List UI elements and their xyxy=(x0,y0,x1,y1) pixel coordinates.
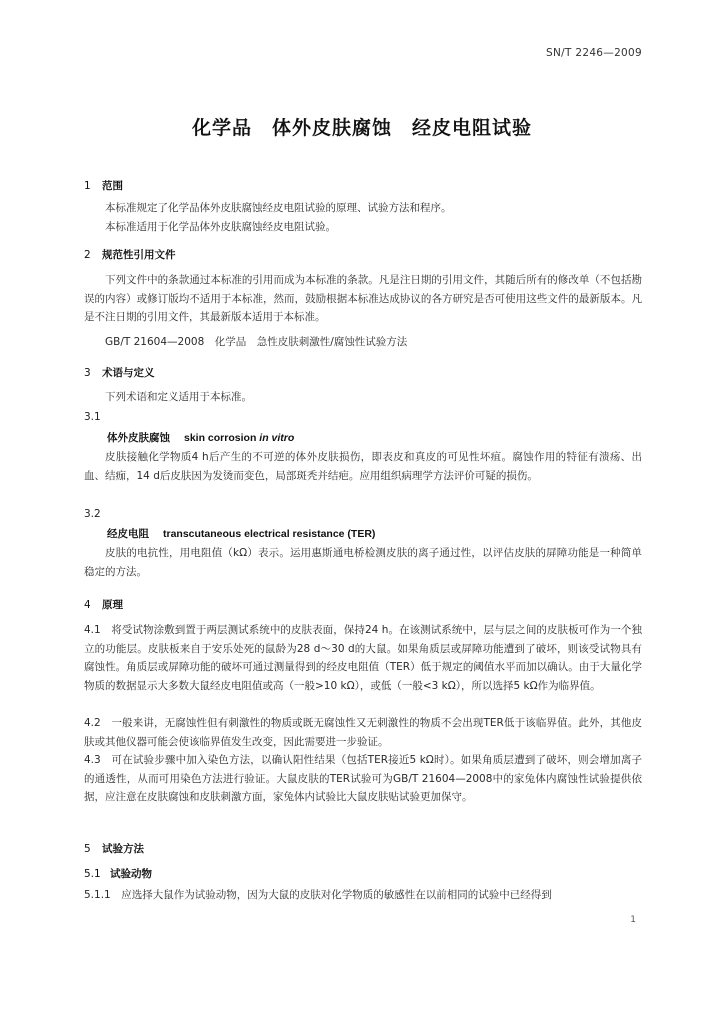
section-4-heading xyxy=(84,597,123,612)
clause-title: 试验动物 xyxy=(110,868,152,880)
term-chinese: 经皮电阻 xyxy=(107,528,149,540)
clause-4-1: 4.1 将受试物涂敷到置于两层测试系统中的皮肤表面，保持24 h。在该测试系统中，层与层之间的皮肤板可作为一个独立的功能层。皮肤板来自于安乐处死的鼠龄为28 d～30 d的大鼠。如果角质层或屏障功能遭到了破坏，则该受试物具有腐蚀性。角质层或屏障功能的破坏可通过测量得到的经皮电阻值（TER）低于规定的阈值水平而加以确认。由于大量化学物质的数据显示大多数大鼠经皮电阻值或高（一般>10 kΩ），或低（一般<3 kΩ），所以选择5 kΩ作为临界值。 xyxy=(84,624,642,692)
term-chinese: 体外皮肤腐蚀 xyxy=(107,432,170,444)
clause-4-2: 4.2 一般来讲，无腐蚀性但有刺激性的物质或既无腐蚀性又无刺激性的物质不会出现TER低于该临界值。此外，其他皮肤或其他仪器可能会使该临界值发生改变，因此需要进一步验证。 xyxy=(84,717,642,748)
section-title: 试验方法 xyxy=(102,843,144,855)
term-3-2 xyxy=(107,526,375,541)
term-3-1 xyxy=(107,430,294,445)
section-5-heading xyxy=(84,841,144,856)
clause-4-3: 4.3 可在试验步骤中加入染色方法，以确认阳性结果（包括TER接近5 kΩ时）。如果角质层遭到了破坏，则会增加离子的通透性，从而可用染色方法进行验证。大鼠皮肤的TER试验可为GB/T 21604—2008中的家兔体内腐蚀性试验提供依据，应注意在皮肤腐蚀和皮肤刺激方面，家兔体内试验比大鼠皮肤贴试验更加保守。 xyxy=(84,754,642,804)
section-2-para-1: 下列文件中的条款通过本标准的引用而成为本标准的条款。凡是注日期的引用文件，其随后所有的修改单（不包括勘误的内容）或修订版均不适用于本标准，然而，鼓励根据本标准达成协议的各方研究是否可使用这些文件的最新版本。凡是不注日期的引用文件，其最新版本适用于本标准。 xyxy=(84,274,642,324)
clause-5-1-1: 5.1.1 应选择大鼠作为试验动物，因为大鼠的皮肤对化学物质的敏感性在以前相同的试验中已经得到 xyxy=(84,889,552,901)
section-title: 规范性引用文件 xyxy=(102,249,176,261)
clause-3-1-number: 3.1 xyxy=(84,411,101,423)
section-title: 原理 xyxy=(102,599,123,611)
term-english: skin corrosion in vitro xyxy=(184,432,295,444)
clause-5-1-heading xyxy=(84,866,152,881)
section-1-heading xyxy=(84,178,123,193)
section-3-intro: 下列术语和定义适用于本标准。 xyxy=(105,391,252,403)
section-number: 1 xyxy=(84,180,91,192)
section-2-heading xyxy=(84,247,176,262)
term-english: transcutaneous electrical resistance (TER) xyxy=(163,528,376,540)
clause-number: 5.1 xyxy=(84,868,101,880)
document-title: 化学品 体外皮肤腐蚀 经皮电阻试验 xyxy=(191,117,532,139)
section-title: 范围 xyxy=(102,180,123,192)
section-number: 2 xyxy=(84,249,91,261)
term-3-1-definition: 皮肤接触化学物质4 h后产生的不可逆的体外皮肤损伤，即表皮和真皮的可见性坏疽。腐蚀作用的特征有溃疡、出血、结痂，14 d后皮肤因为发烫而变色，局部斑秃并结疤。应用组织病理学方法评价可疑的损伤。 xyxy=(84,451,642,482)
standard-code: SN/T 2246—2009 xyxy=(546,47,642,59)
page-number: 1 xyxy=(630,915,636,925)
section-number: 4 xyxy=(84,599,91,611)
term-3-2-definition: 皮肤的电抗性，用电阻值（kΩ）表示。运用惠斯通电桥检测皮肤的离子通过性，以评估皮肤的屏障功能是一种简单稳定的方法。 xyxy=(84,547,642,578)
section-2-reference: GB/T 21604—2008 化学品 急性皮肤刺激性/腐蚀性试验方法 xyxy=(105,336,408,348)
section-1-para-1: 本标准规定了化学品体外皮肤腐蚀经皮电阻试验的原理、试验方法和程序。 xyxy=(105,202,452,214)
section-1-para-2: 本标准适用于化学品体外皮肤腐蚀经皮电阻试验。 xyxy=(105,221,336,233)
clause-3-2-number: 3.2 xyxy=(84,508,101,520)
section-title: 术语与定义 xyxy=(102,367,155,379)
section-3-heading xyxy=(84,365,155,380)
section-number: 5 xyxy=(84,843,91,855)
section-number: 3 xyxy=(84,367,91,379)
